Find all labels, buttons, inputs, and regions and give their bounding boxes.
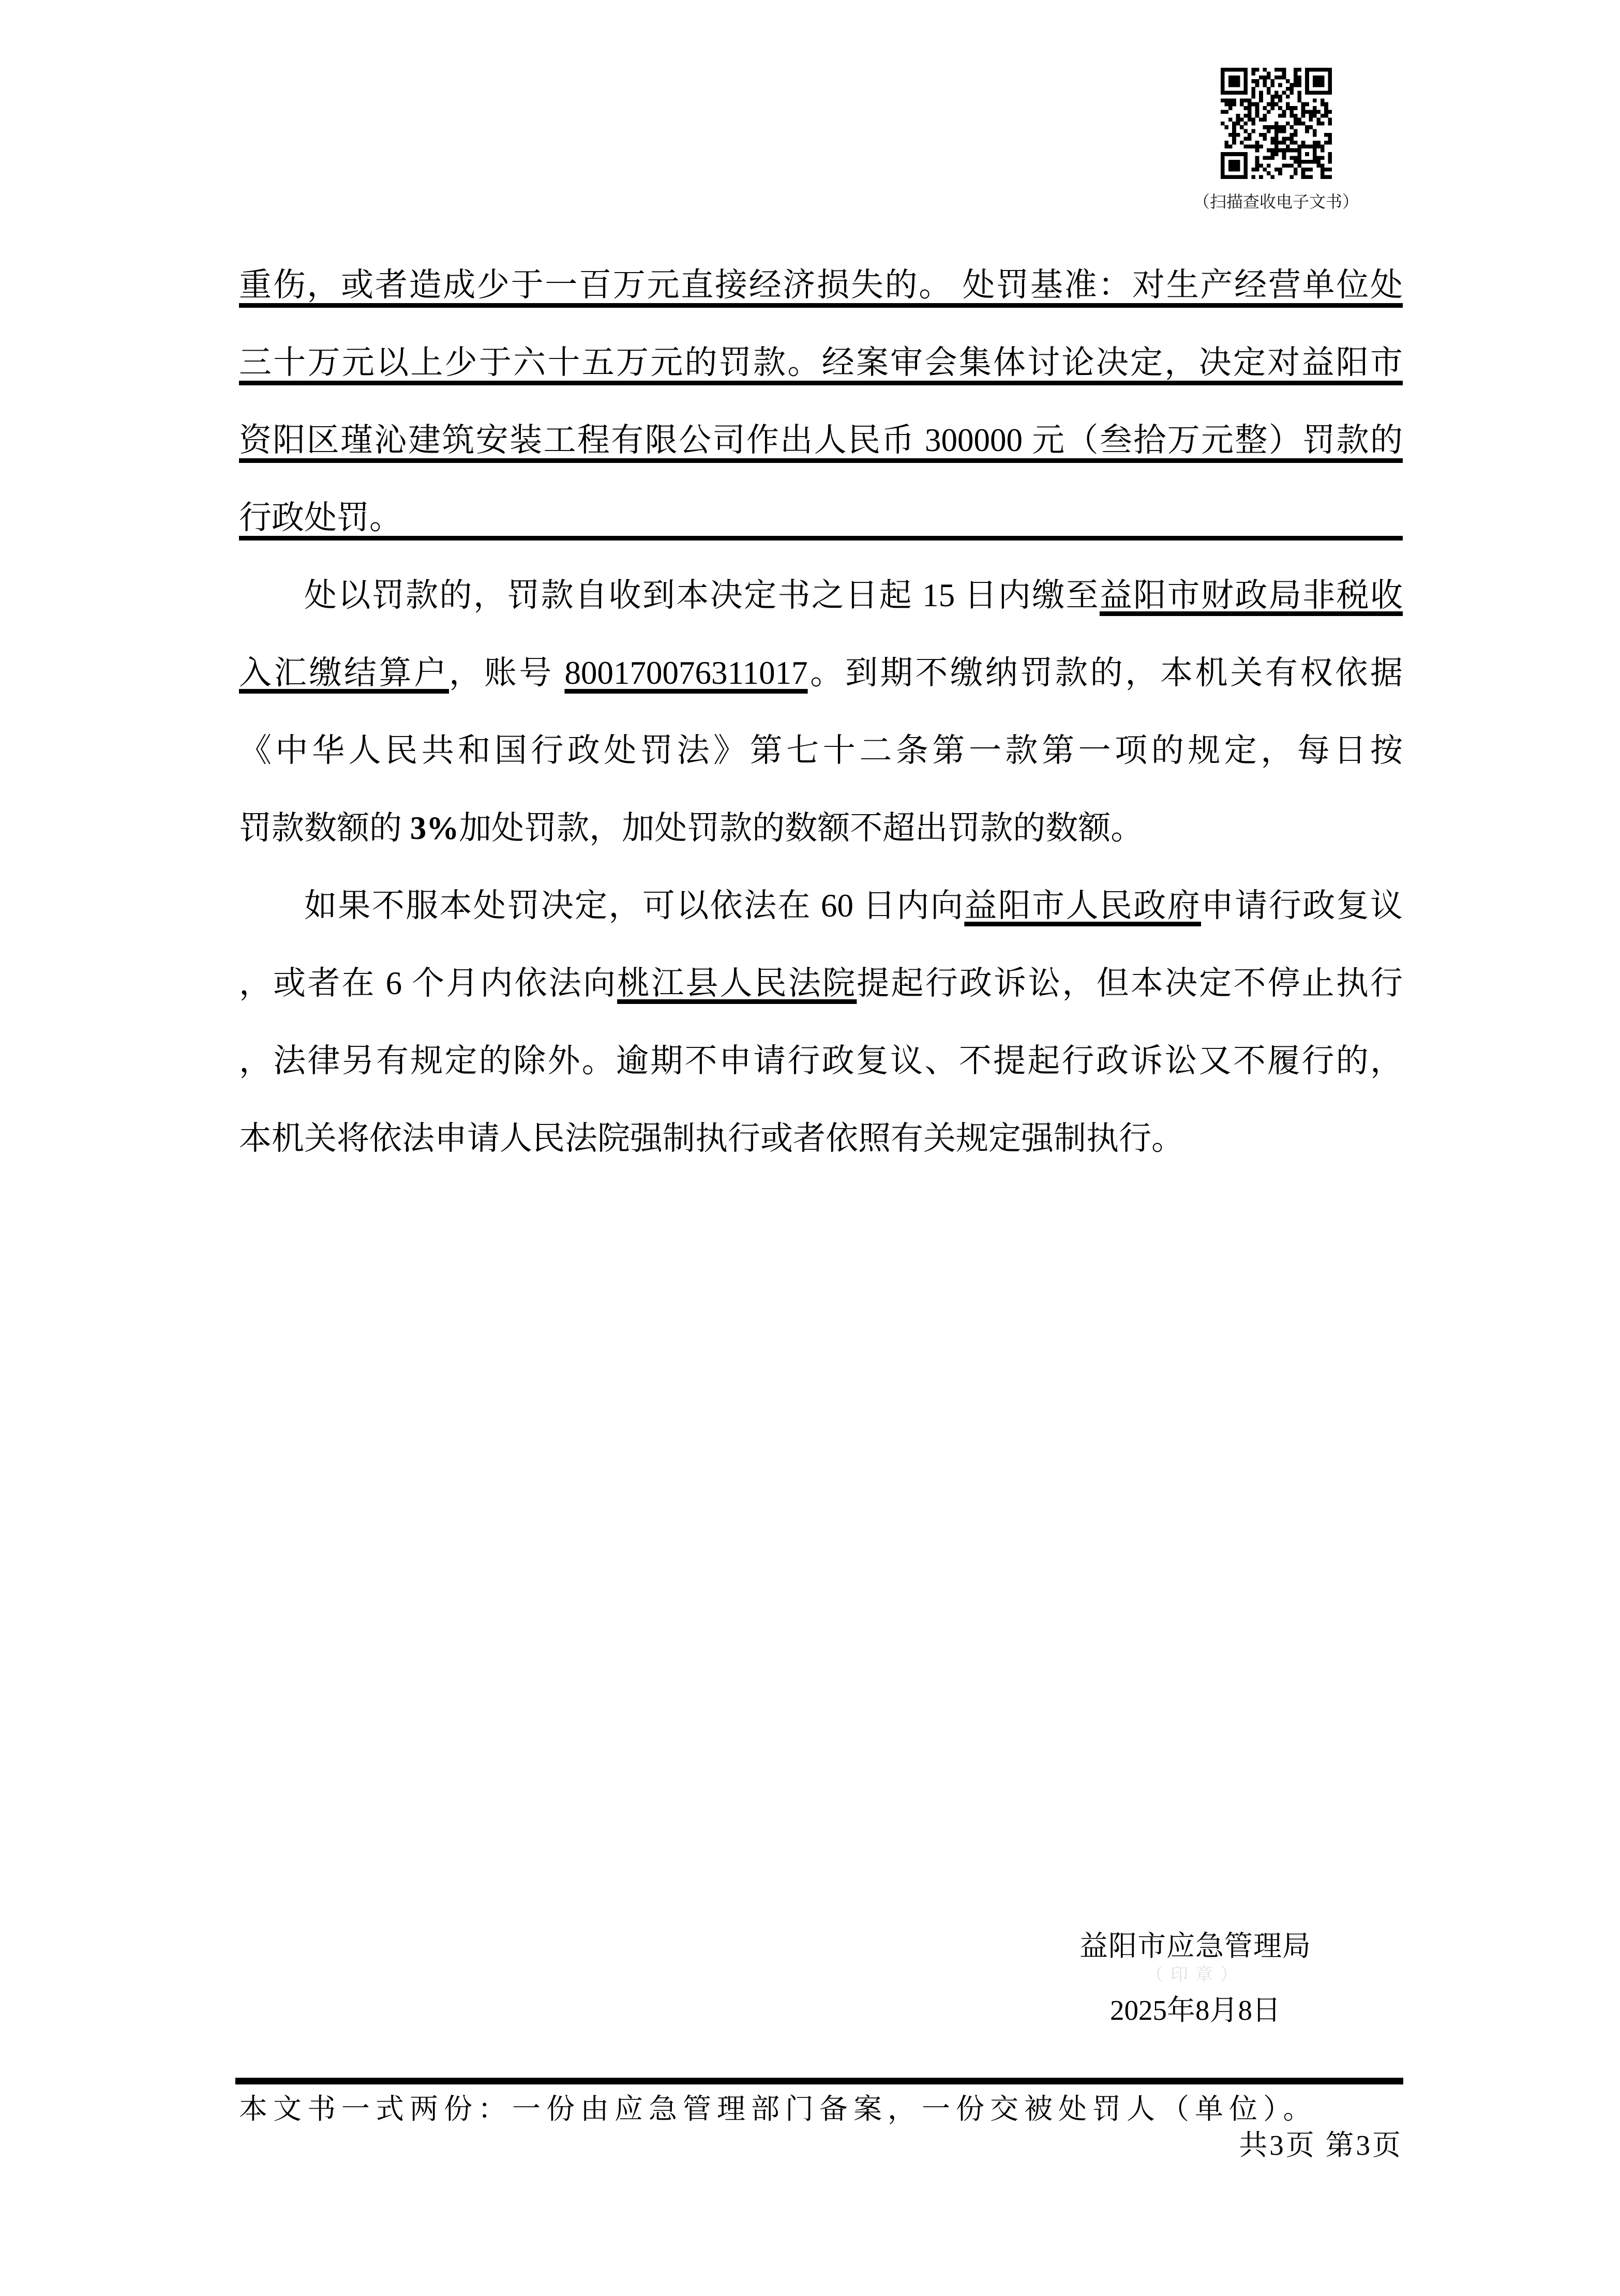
body-line-6 [239,655,1403,732]
line-text: 提起行政诉讼，但本决定不停止执行 [857,965,1403,1001]
body-line-12 [239,1120,1403,1198]
body-line-3 [239,422,1403,500]
line-text: ，账号 [449,655,565,691]
underlined-account-number: 800170076311017 [564,655,808,691]
line-text: 处以罚款的，罚款自收到本决定书之日起 15 日内缴至 [304,577,1100,613]
decision-date: 2025年8月8日 [1109,1994,1281,2026]
page-number: 共3页 第3页 [1239,2129,1403,2161]
underlined-payee-account-name: 入汇缴结算户 [239,655,449,691]
document-body [239,267,1403,1198]
line-text: 。到期不缴纳罚款的，本机关有权依据 [807,655,1403,691]
body-line-1 [239,267,1403,344]
line-text: 重伤，或者造成少于一百万元直接经济损失的。 处罚基准：对生产经营单位处 [239,267,1403,303]
line-text: 申请行政复议 [1201,888,1403,924]
body-line-8 [239,810,1403,888]
line-text: 行政处罚。 [239,500,402,536]
underlined-review-authority: 益阳市人民政府 [964,888,1202,924]
line-text: 罚款数额的 [239,810,410,846]
body-line-7 [239,732,1403,810]
body-line-10 [239,965,1403,1043]
line-text: 资阳区瑾沁建筑安装工程有限公司作出人民币 300000 元（叁拾万元整）罚款的 [239,422,1403,458]
body-line-4 [239,500,1403,577]
line-text: ，法律另有规定的除外。逾期不申请行政复议、不提起行政诉讼又不履行的， [239,1043,1403,1079]
line-text: 本机关将依法申请人民法院强制执行或者依照有关规定强制执行。 [239,1120,1184,1157]
body-line-5 [239,577,1403,655]
body-line-11 [239,1043,1403,1120]
qr-code-icon [1221,68,1332,179]
body-line-2 [239,344,1403,422]
underlined-payee-name: 益阳市财政局非税收 [1099,577,1403,613]
footer-note: 本文书一式两份：一份由应急管理部门备案，一份交被处罚人（单位）。 [239,2093,1317,2125]
signature-block [1079,1931,1312,2026]
body-line-9 [239,888,1403,965]
underlined-court-name: 桃江县人民法院 [617,965,857,1001]
qr-block [1193,68,1359,211]
surcharge-rate-text: 3% [410,810,459,846]
line-text: 如果不服本处罚决定，可以依法在 60 日内向 [304,888,965,924]
qr-caption: （扫描查收电子文书） [1193,192,1359,211]
line-text: ，或者在 6 个月内依法向 [239,965,618,1001]
line-text: 加处罚款，加处罚款的数额不超出罚款的数额。 [459,810,1144,846]
seal-placeholder: （印章） [1146,1965,1245,1985]
footer-divider [235,2078,1403,2084]
line-text: 《中华人民共和国行政处罚法》第七十二条第一款第一项的规定，每日按 [239,732,1403,769]
issuing-authority: 益阳市应急管理局 [1079,1930,1311,1962]
line-text: 三十万元以上少于六十五万元的罚款。经案审会集体讨论决定，决定对益阳市 [239,344,1403,381]
